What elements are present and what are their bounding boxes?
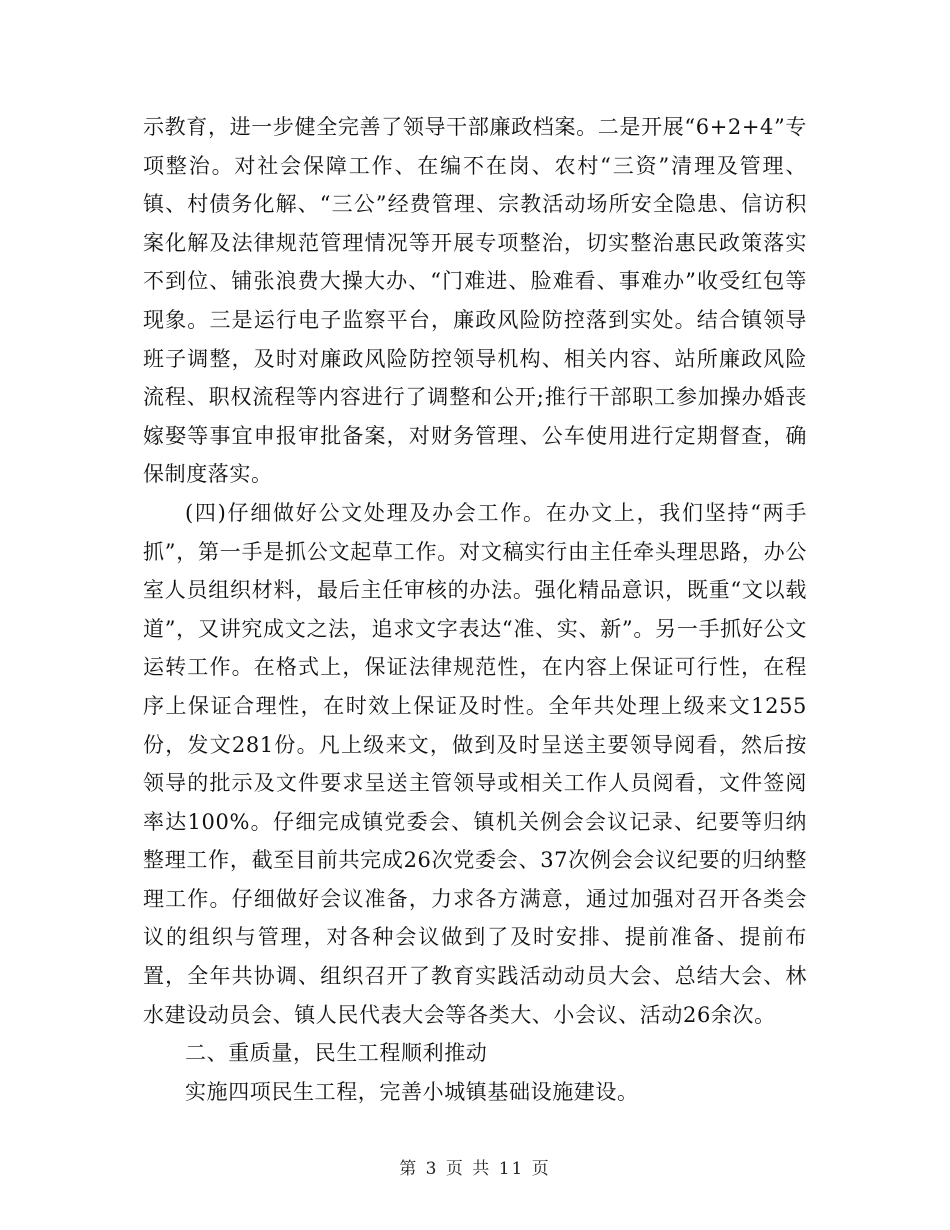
document-body — [143, 108, 807, 1111]
page-number-footer: 第 3 页 共 11 页 — [399, 1159, 551, 1179]
paragraph-continued: 示教育，进一步健全完善了领导干部廉政档案。二是开展“6+2+4”专项整治。对社会保障工作、在编不在岗、农村“三资”清理及管理、镇、村债务化解、“三公”经费管理、宗教活动场所安全隐患、信访积案化解及法律规范管理情况等开展专项整治，切实整治惠民政策落实不到位、铺张浪费大操大办、“门难进、脸难看、事难办”收受红包等现象。三是运行电子监察平台，廉政风险防控落到实处。结合镇领导班子调整，及时对廉政风险防控领导机构、相关内容、站所廉政风险流程、职权流程等内容进行了调整和公开;推行干部职工参加操办婚丧嫁娶等事宜申报审批备案，对财务管理、公车使用进行定期督查，确保制度落实。 — [143, 115, 807, 487]
paragraph-livelihood-projects: 实施四项民生工程，完善小城镇基础设施建设。 — [185, 1079, 639, 1104]
paragraph-document-handling: (四)仔细做好公文处理及办会工作。在办文上，我们坚持“两手抓”，第一手是抓公文起草工作。对文稿实行由主任牵头理思路，办公室人员组织材料，最后主任审核的办法。强化精品意识，既重“文以载道”，又讲究成文之法，追求文字表达“准、实、新”。另一手抓好公文运转工作。在格式上，保证法律规范性，在内容上保证可行性，在程序上保证合理性，在时效上保证及时性。全年共处理上级来文1255份，发文281份。凡上级来文，做到及时呈送主要领导阅看，然后按领导的批示及文件要求呈送主管领导或相关工作人员阅看，文件签阅率达100%。仔细完成镇党委会、镇机关例会会议记录、纪要等归纳整理工作，截至目前共完成26次党委会、37次例会会议纪要的归纳整理工作。仔细做好会议准备，力求各方满意，通过加强对召开各类会议的组织与管理，对各种会议做到了及时安排、提前准备、提前布置，全年共协调、组织召开了教育实践活动动员大会、总结大会、林水建设动员会、镇人民代表大会等各类大、小会议、活动26余次。 — [143, 500, 807, 1027]
section-heading-livelihood: 二、重质量，民生工程顺利推动 — [185, 1041, 488, 1066]
